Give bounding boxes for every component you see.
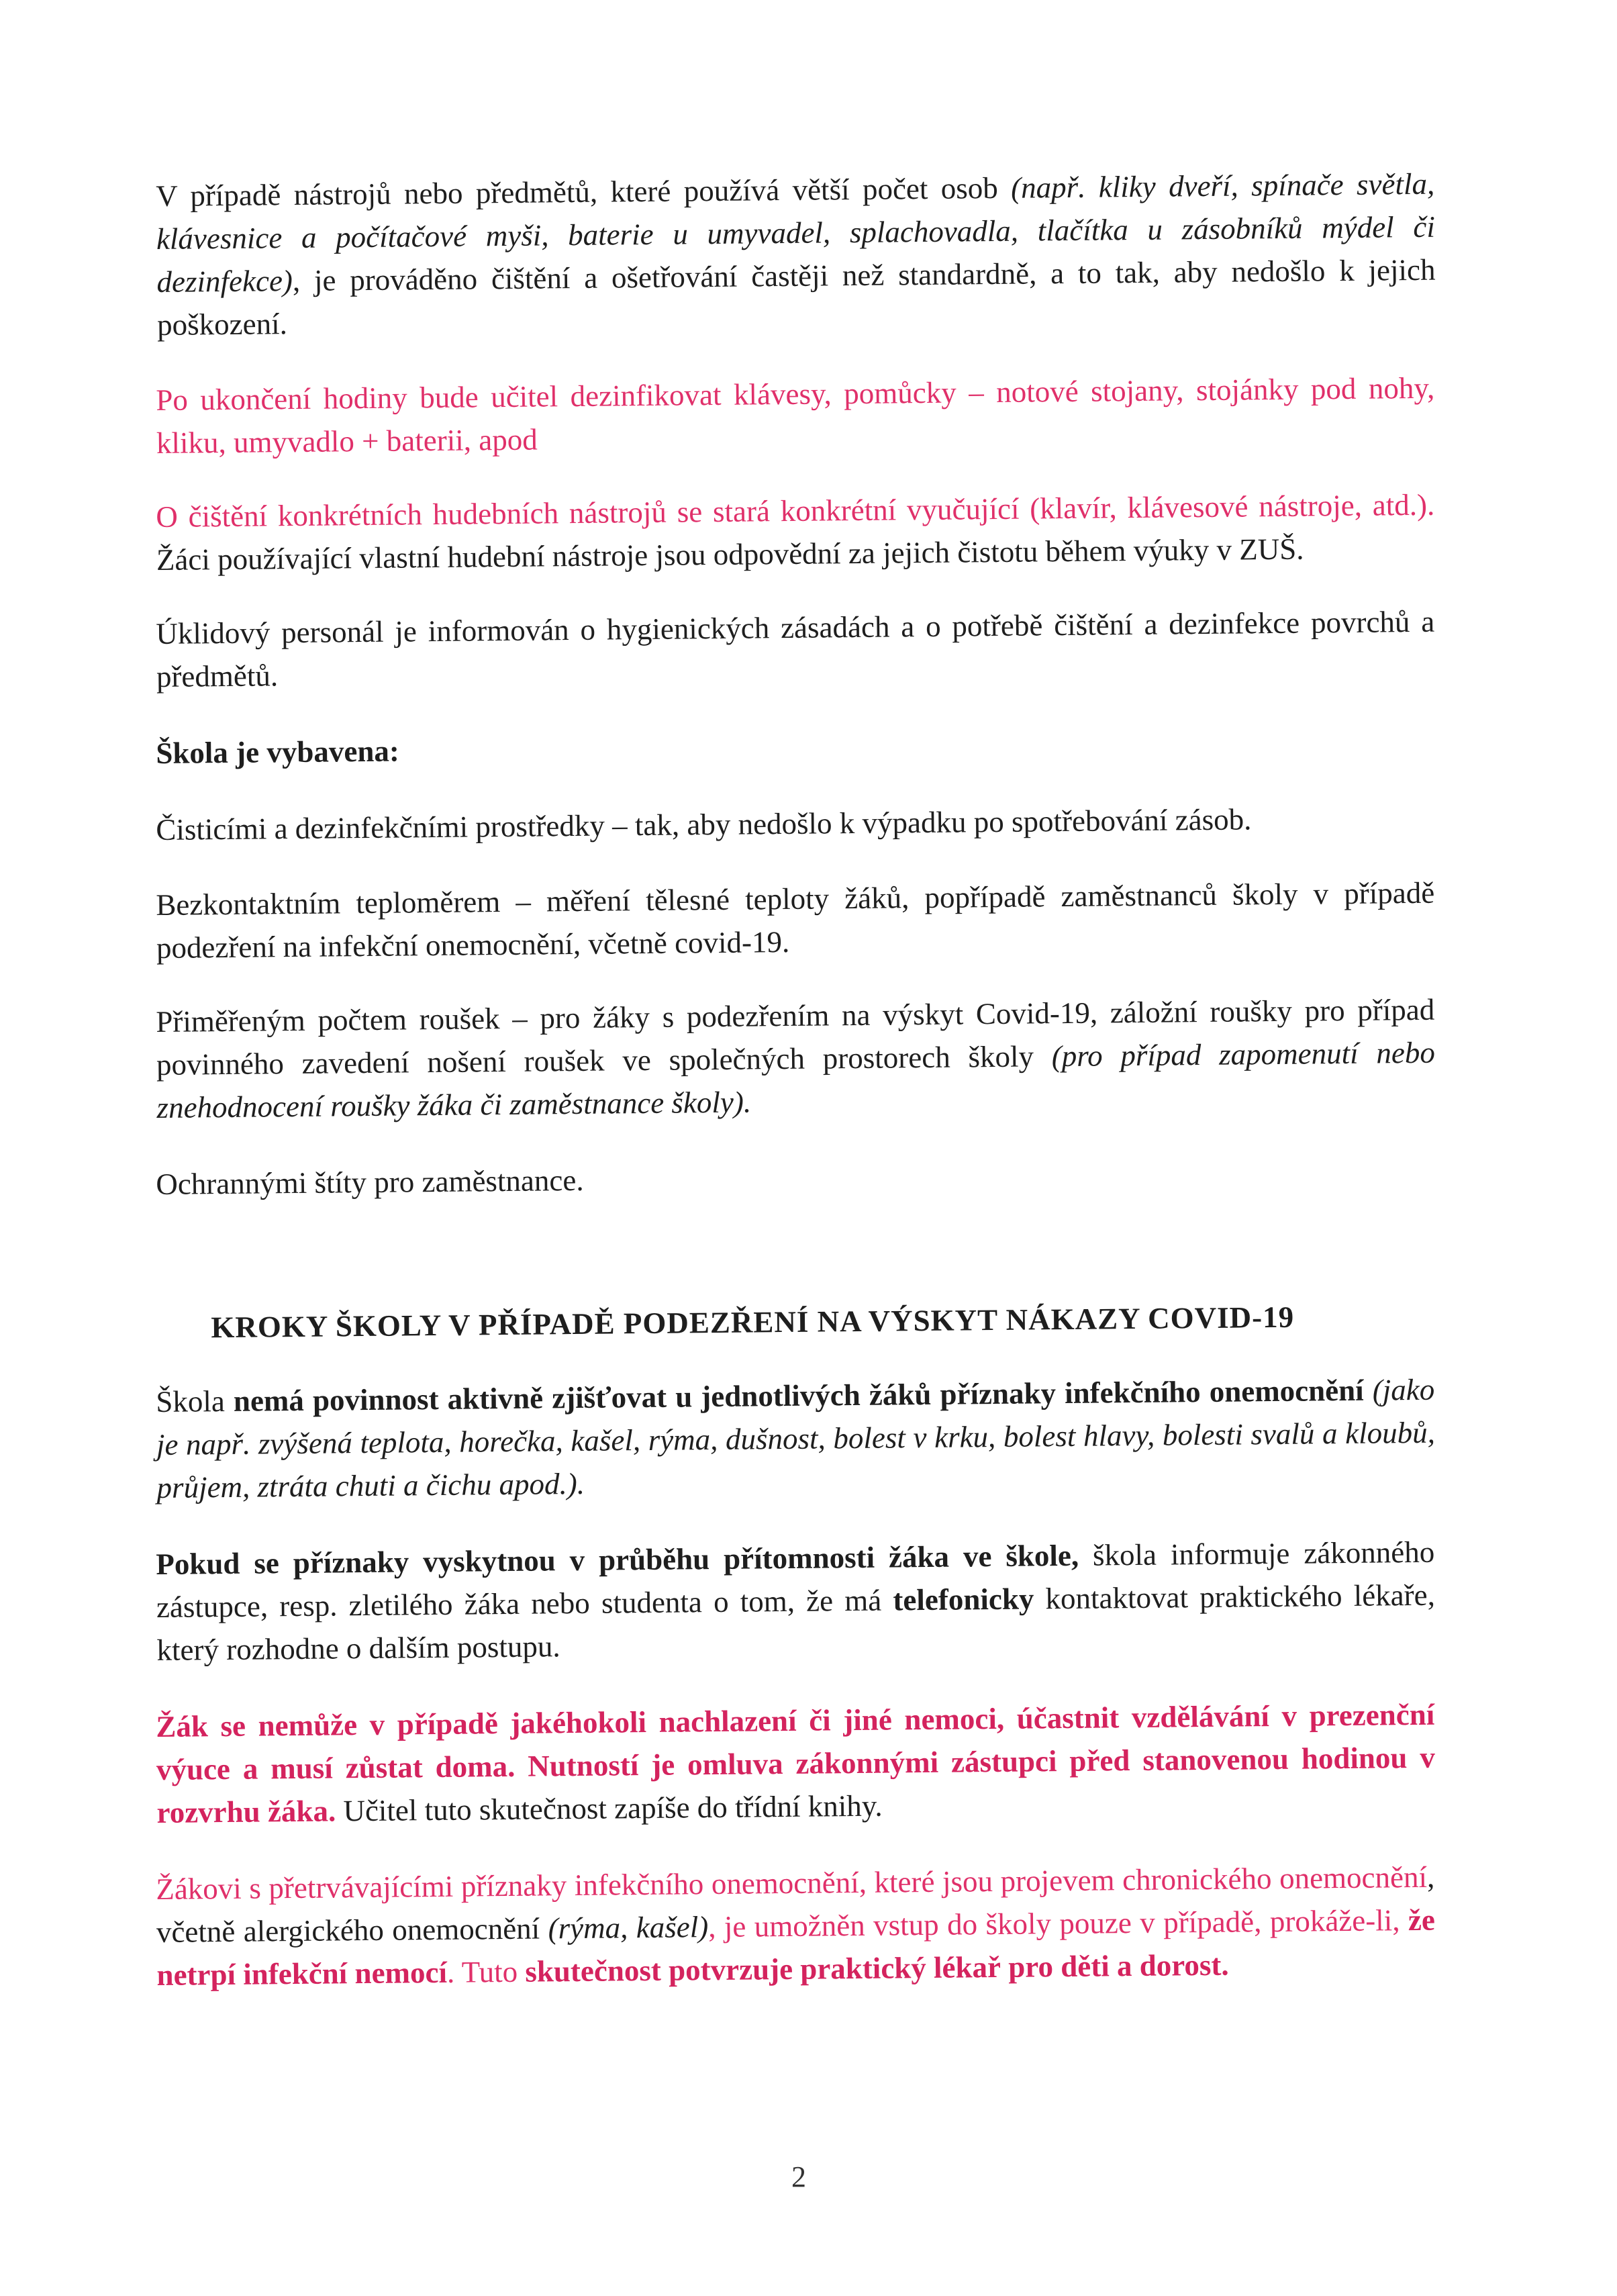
paragraph-shared-items-cleaning (156, 162, 1436, 346)
text: Žáci používající vlastní hudební nástroje jsou odpovědní za jejich čistotu během výuky v ZUŠ. (156, 532, 1304, 577)
text: Učitel tuto skutečnost zapíše do třídní knihy. (335, 1788, 883, 1828)
section-title: KROKY ŠKOLY V PŘÍPADĚ PODEZŘENÍ NA VÝSKYT NÁKAZY COVID-19 (211, 1300, 1295, 1345)
italic-note: (pro případ zapomenutí nebo znehodnocení roušky žáka či zaměstnance školy). (156, 1035, 1436, 1125)
italic-text: (rýma, kašel) (548, 1910, 709, 1946)
paragraph-no-obligation (156, 1368, 1436, 1509)
paragraph-masks (156, 988, 1436, 1129)
document-page (156, 166, 1436, 1997)
paragraph-symptoms-at-school (156, 1531, 1436, 1672)
text: kontaktovat praktického lékaře, který rozhodne o dalším postupu. (156, 1578, 1436, 1667)
text: Přiměřeným počtem roušek – pro žáky s podezřením na výskyt Covid-19, záložní roušky pro případ povinného zavedení nošení roušek ve společných prostorech školy (156, 992, 1435, 1082)
text: , je prováděno čištění a ošetřování častěji než standardně, a to tak, aby nedošlo k jejich poškození. (156, 252, 1436, 342)
equipment-heading: Škola je vybavena: (156, 734, 400, 770)
text: škola informuje zákonného zástupce, resp. zletilého žáka nebo studenta o tom, že má (156, 1535, 1435, 1624)
red-bold-text: skutečnost potvrzuje praktický lékař pro děti a dorost. (525, 1948, 1229, 1989)
red-text: O čištění konkrétních hudebních nástrojů se stará konkrétní vyučující (klavír, klávesové nástroje, atd.). (156, 487, 1435, 534)
paragraph-thermometer: Bezkontaktním teploměrem – měření tělesné teploty žáků, popřípadě zaměstnanců školy v případě podezření na infekční onemocnění, včetně covid-19. (156, 875, 1435, 965)
bold-text: telefonicky (893, 1582, 1034, 1617)
page-number: 2 (791, 2160, 806, 2193)
paragraph-disinfectants: Čisticími a dezinfekčními prostředky – tak, aby nedošlo k výpadku po spotřebování zásob. (156, 802, 1252, 847)
bold-text: Pokud se příznaky vyskytnou v průběhu přítomnosti žáka ve škole, (156, 1538, 1079, 1581)
red-bold-text: Žák se nemůže v případě jakéhokoli nachlazení či jiné nemoci, účastnit vzdělávání v prezenční výuce a musí zůstat doma. Nutností je omluva zákonnými zástupci před stanovenou hodinou v rozvrhu žáka. (156, 1697, 1436, 1829)
bold-text: nemá povinnost aktivně zjišťovat u jednotlivých žáků příznaky infekčního onemocnění (233, 1373, 1364, 1418)
red-text: , je umožněn vstup do školy pouze v případě, prokáže-li, (707, 1903, 1409, 1944)
italic-symptoms: (jako je např. zvýšená teplota, horečka, kašel, rýma, dušnost, bolest v krku, bolest hlavy, bolesti svalů a kloubů, průjem, ztráta chuti a čichu apod.). (156, 1372, 1436, 1504)
red-text: . Tuto (446, 1954, 526, 1989)
text: Škola (156, 1384, 234, 1419)
text (1363, 1374, 1373, 1407)
text: V případě nástrojů nebo předmětů, které používá větší počet osob (156, 171, 1012, 213)
italic-examples: (např. kliky dveří, spínače světla, klávesnice a počítačové myši, baterie u umyvadel, splachovadla, tlačítka u zásobníků mýdel či dezinfekce) (156, 166, 1436, 299)
text: , včetně alergického onemocnění (156, 1860, 1435, 1949)
paragraph-chronic-symptoms (156, 1856, 1436, 1997)
red-bold-text: že netrpí infekční nemocí (156, 1903, 1436, 1992)
paragraph-instrument-cleaning (156, 483, 1435, 581)
paragraph-teacher-disinfection: Po ukončení hodiny bude učitel dezinfikovat klávesy, pomůcky – notové stojany, stojánky pod nohy, kliku, umyvadlo + baterii, apod (156, 371, 1435, 460)
paragraph-cleaning-staff: Úklidový personál je informován o hygienických zásadách a o potřebě čištění a dezinfekce povrchů a předmětů. (156, 604, 1435, 693)
paragraph-sick-student (156, 1693, 1436, 1834)
red-text: Žákovi s přetrvávajícími příznaky infekčního onemocnění, které jsou projevem chronického onemocnění (156, 1860, 1428, 1906)
paragraph-face-shields: Ochrannými štíty pro zaměstnance. (156, 1163, 584, 1201)
